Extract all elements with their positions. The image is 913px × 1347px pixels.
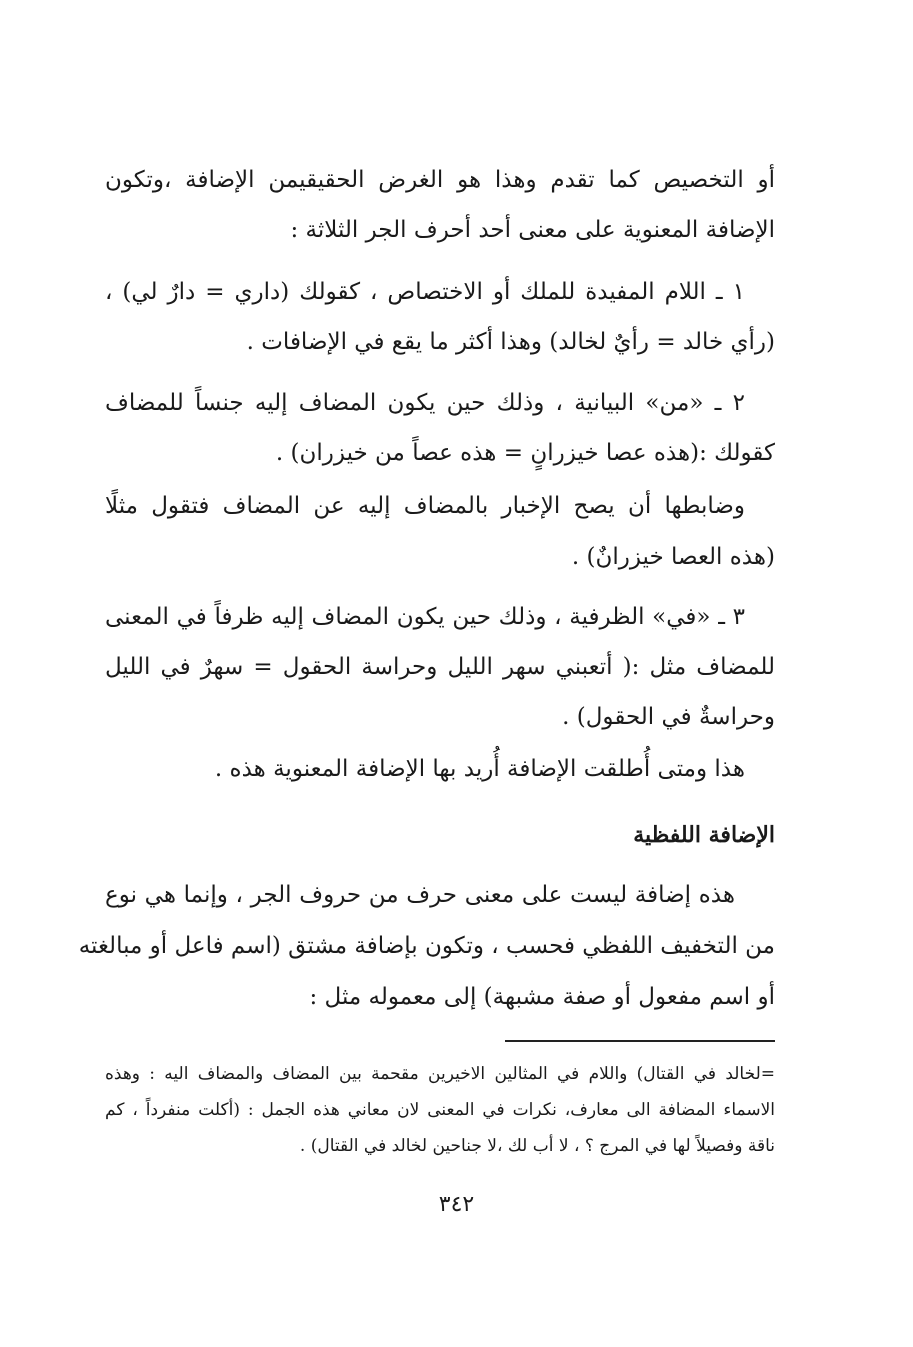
- item3-line-2: للمضاف مثل :( أتعبني سهر الليل وحراسة الحقول = سهرٌ في الليل: [105, 654, 775, 680]
- item2-rule-line-2: (هذه العصا خيزرانٌ) .: [571, 544, 775, 570]
- footnote-line-1: =لخالد في القتال) واللام في المثالين الاخيرين مقحمة بين المضاف والمضاف اليه : وهذه: [105, 1064, 775, 1084]
- item2-line-2: كقولك :(هذه عصا خيزرانٍ = هذه عصاً من خيزران) .: [275, 440, 775, 466]
- intro-line-1: أو التخصيص كما تقدم وهذا هو الغرض الحقيقيمن الإضافة ،وتكون: [105, 167, 775, 193]
- intro-line-2: الإضافة المعنوية على معنى أحد أحرف الجر الثلاثة :: [290, 217, 775, 243]
- closing-line: هذا ومتى أُطلقت الإضافة أُريد بها الإضافة المعنوية هذه .: [214, 756, 745, 782]
- page-number: ٣٤٢: [438, 1192, 475, 1217]
- section-line-3: أو اسم مفعول أو صفة مشبهة) إلى معموله مثل :: [309, 984, 775, 1010]
- footnote-line-3: ناقة وفصيلاً لها في المرج ؟ ، لا أب لك ،لا جناحين لخالد في القتال) .: [299, 1136, 775, 1156]
- footnote-line-2: الاسماء المضافة الى معارف، نكرات في المعنى لان معاني هذه الجمل : (أكلت منفرداً ، كم: [105, 1100, 775, 1120]
- footnote-divider: [505, 1040, 775, 1042]
- item1-line-2: (رأي خالد = رأيٌ لخالد) وهذا أكثر ما يقع في الإضافات .: [246, 329, 775, 355]
- item3-line-1: ٣ ـ «في» الظرفية ، وذلك حين يكون المضاف إليه ظرفاً في المعنى: [105, 604, 745, 630]
- item2-line-1: ٢ ـ «من» البيانية ، وذلك حين يكون المضاف إليه جنساً للمضاف: [105, 390, 745, 416]
- section-line-2: من التخفيف اللفظي فحسب ، وتكون بإضافة مشتق (اسم فاعل أو مبالغته: [78, 933, 775, 959]
- item1-line-1: ١ ـ اللام المفيدة للملك أو الاختصاص ، كقولك (داري = دارٌ لي) ،: [105, 279, 745, 305]
- item2-rule-line-1: وضابطها أن يصح الإخبار بالمضاف إليه عن المضاف فتقول مثلًا: [105, 493, 745, 519]
- section-line-1: هذه إضافة ليست على معنى حرف من حروف الجر ، وإنما هي نوع: [105, 882, 735, 908]
- section-heading: الإضافة اللفظية: [633, 822, 775, 848]
- item3-line-3: وحراسةٌ في الحقول) .: [562, 704, 775, 730]
